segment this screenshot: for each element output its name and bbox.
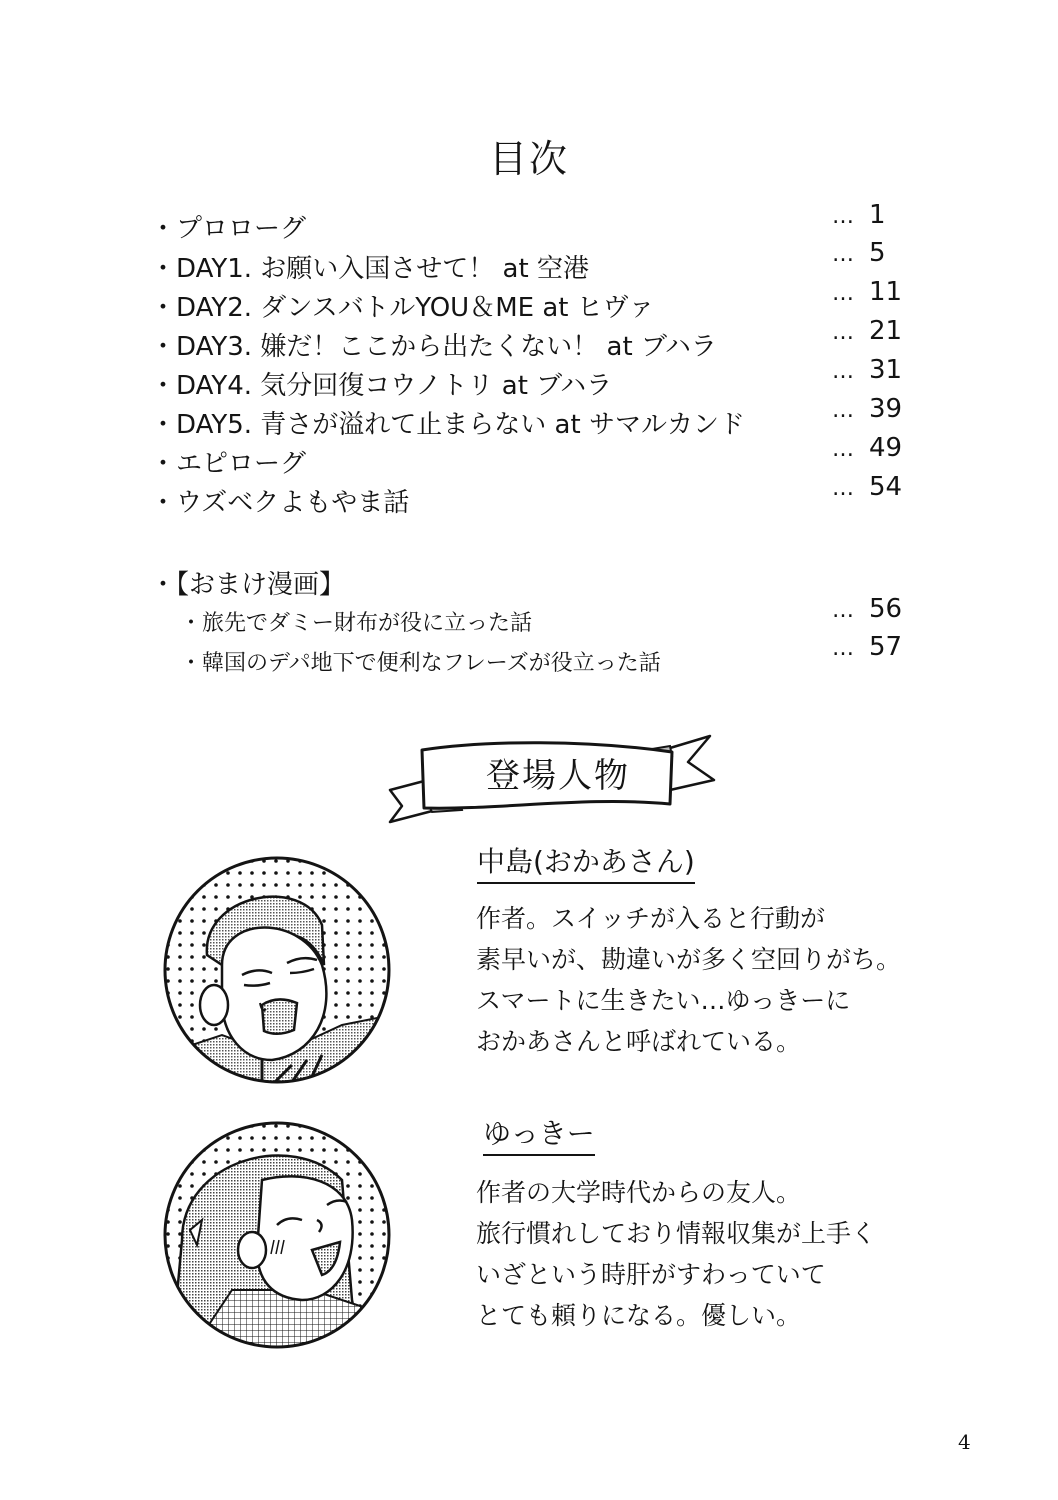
toc-item[interactable] <box>150 316 930 366</box>
character-name-nakajima: 中島(おかあさん) <box>477 840 695 884</box>
page-title: 目次 <box>488 137 569 181</box>
toc-item-page: … 1 <box>832 200 886 230</box>
character-description-yukki: 作者の大学時代からの友人。 旅行慣れしており情報収集が上手く いざという時肝がすわっていて とても頼りになる。優しい。 <box>476 1178 877 1330</box>
toc-item-label: ・DAY4. 気分回復コウノトリ at ブハラ <box>150 371 613 401</box>
toc-item[interactable] <box>150 200 930 248</box>
toc-item-page: … 5 <box>832 238 886 268</box>
toc-item[interactable] <box>150 394 930 444</box>
page-number: 4 <box>958 1430 971 1454</box>
characters-banner <box>388 718 728 828</box>
toc-item-page: … 56 <box>832 594 903 624</box>
toc-item[interactable] <box>150 632 930 686</box>
toc-item-label: ・韓国のデパ地下で便利なフレーズが役立った話 <box>180 651 661 676</box>
toc-item-page: … 11 <box>832 277 903 307</box>
character-description-nakajima: 作者。スイッチが入ると行動が 素早いが、勘違いが多く空回りがち。 スマートに生きたい…ゆっきーに おかあさんと呼ばれている。 <box>476 904 902 1056</box>
toc-item-label: ・プロローグ <box>150 214 307 244</box>
toc-item-label: ・DAY2. ダンスバトルYOU＆ME at ヒヴァ <box>150 293 655 323</box>
toc-item-page: … 21 <box>832 316 903 346</box>
toc-item[interactable] <box>150 238 930 288</box>
character-name-yukki: ゆっきー <box>483 1112 595 1156</box>
toc-item-label: ・旅先でダミー財布が役に立った話 <box>180 611 533 636</box>
toc-item-page: … 54 <box>832 472 903 502</box>
toc-item[interactable] <box>150 594 930 646</box>
toc-bonus-heading: ・【おまけ漫画】 <box>150 570 346 600</box>
yukki-portrait-icon <box>162 1120 392 1350</box>
toc-item-page: … 39 <box>832 394 903 424</box>
toc-item[interactable] <box>150 472 930 522</box>
toc-item-label: ・DAY5. 青さが溢れて止まらない at サマルカンド <box>150 410 745 440</box>
toc-item-label: ・DAY3. 嫌だ！ここから出たくない！ at ブハラ <box>150 332 717 362</box>
banner-title: 登場人物 <box>486 756 630 796</box>
toc-item-label: ・DAY1. お願い入国させて！ at 空港 <box>150 254 589 284</box>
toc-item-label: ・エピローグ <box>150 449 307 479</box>
toc-item-label: ・ウズベクよもやま話 <box>150 488 410 518</box>
toc-item-page: … 49 <box>832 433 903 463</box>
toc-item[interactable] <box>150 433 930 483</box>
toc-item-page: … 57 <box>832 632 903 662</box>
nakajima-portrait-icon <box>162 855 392 1085</box>
toc-item[interactable] <box>150 355 930 405</box>
toc-item-page: … 31 <box>832 355 903 385</box>
toc-item[interactable] <box>150 277 930 327</box>
